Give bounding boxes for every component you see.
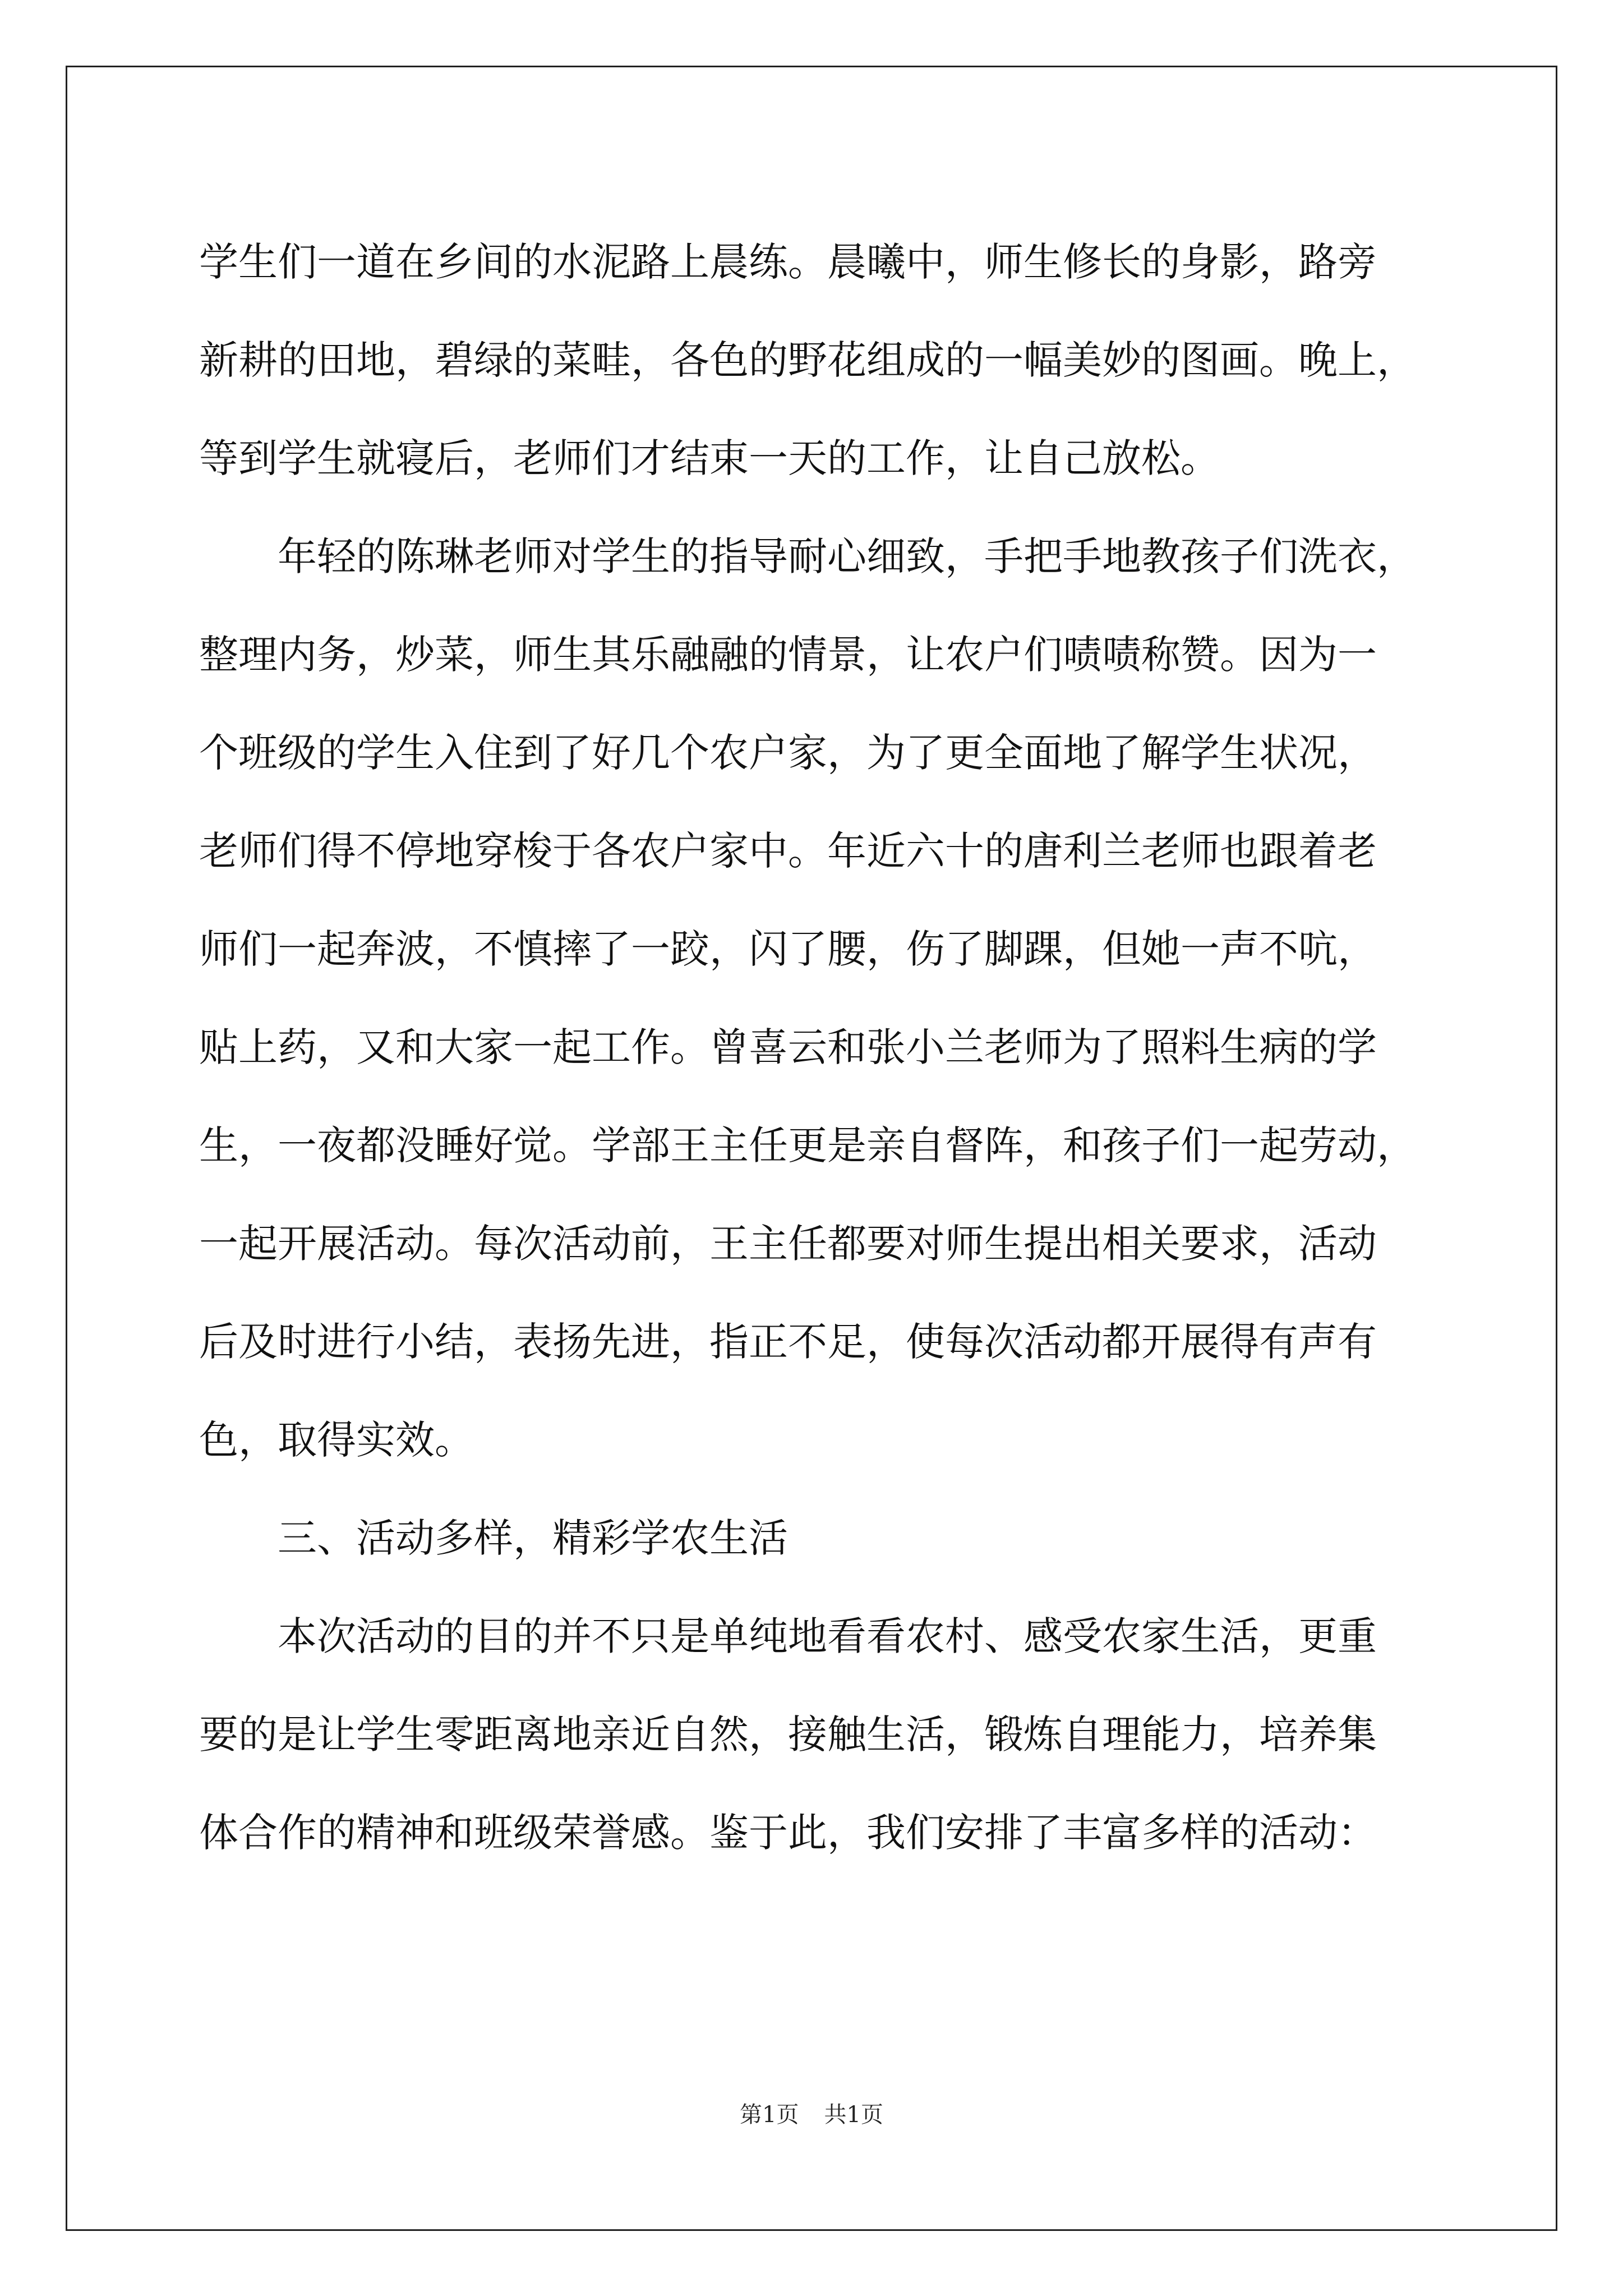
text-line: 新耕的田地，碧绿的菜畦，各色的野花组成的一幅美妙的图画。晚上，	[199, 337, 1416, 383]
text-line: 后及时进行小结，表扬先进，指正不足，使每次活动都开展得有声有	[199, 1319, 1377, 1365]
document-body	[199, 213, 1450, 1882]
section-heading: 三、活动多样，精彩学农生活	[278, 1515, 788, 1561]
text-line: 贴上药，又和大家一起工作。曾喜云和张小兰老师为了照料生病的学	[199, 1024, 1377, 1070]
paragraph-start-line: 年轻的陈琳老师对学生的指导耐心细致，手把手地教孩子们洗衣，	[278, 533, 1416, 579]
text-line: 要的是让学生零距离地亲近自然，接触生活，锻炼自理能力，培养集	[199, 1711, 1377, 1757]
text-line: 等到学生就寝后，老师们才结束一天的工作，让自己放松。	[199, 435, 1220, 481]
text-line: 体合作的精神和班级荣誉感。鉴于此，我们安排了丰富多样的活动：	[199, 1810, 1377, 1856]
text-line: 学生们一道在乡间的水泥路上晨练。晨曦中，师生修长的身影，路旁	[199, 239, 1377, 285]
paragraph-start-line: 本次活动的目的并不只是单纯地看看农村、感受农家生活，更重	[278, 1613, 1377, 1659]
page-number: 第1页	[740, 2102, 799, 2128]
text-line: 老师们得不停地穿梭于各农户家中。年近六十的唐利兰老师也跟着老	[199, 828, 1377, 874]
text-line: 色，取得实效。	[199, 1417, 474, 1463]
text-line: 一起开展活动。每次活动前，王主任都要对师生提出相关要求，活动	[199, 1221, 1377, 1267]
text-line: 整理内务，炒菜，师生其乐融融的情景，让农户们啧啧称赞。因为一	[199, 632, 1377, 678]
page-total: 共1页	[824, 2102, 883, 2128]
text-line: 师们一起奔波，不慎摔了一跤，闪了腰，伤了脚踝，但她一声不吭，	[199, 926, 1377, 972]
text-line: 个班级的学生入住到了好几个农户家，为了更全面地了解学生状况，	[199, 730, 1377, 776]
text-line: 生，一夜都没睡好觉。学部王主任更是亲自督阵，和孩子们一起劳动，	[199, 1122, 1416, 1168]
page-footer	[0, 2101, 1623, 2129]
